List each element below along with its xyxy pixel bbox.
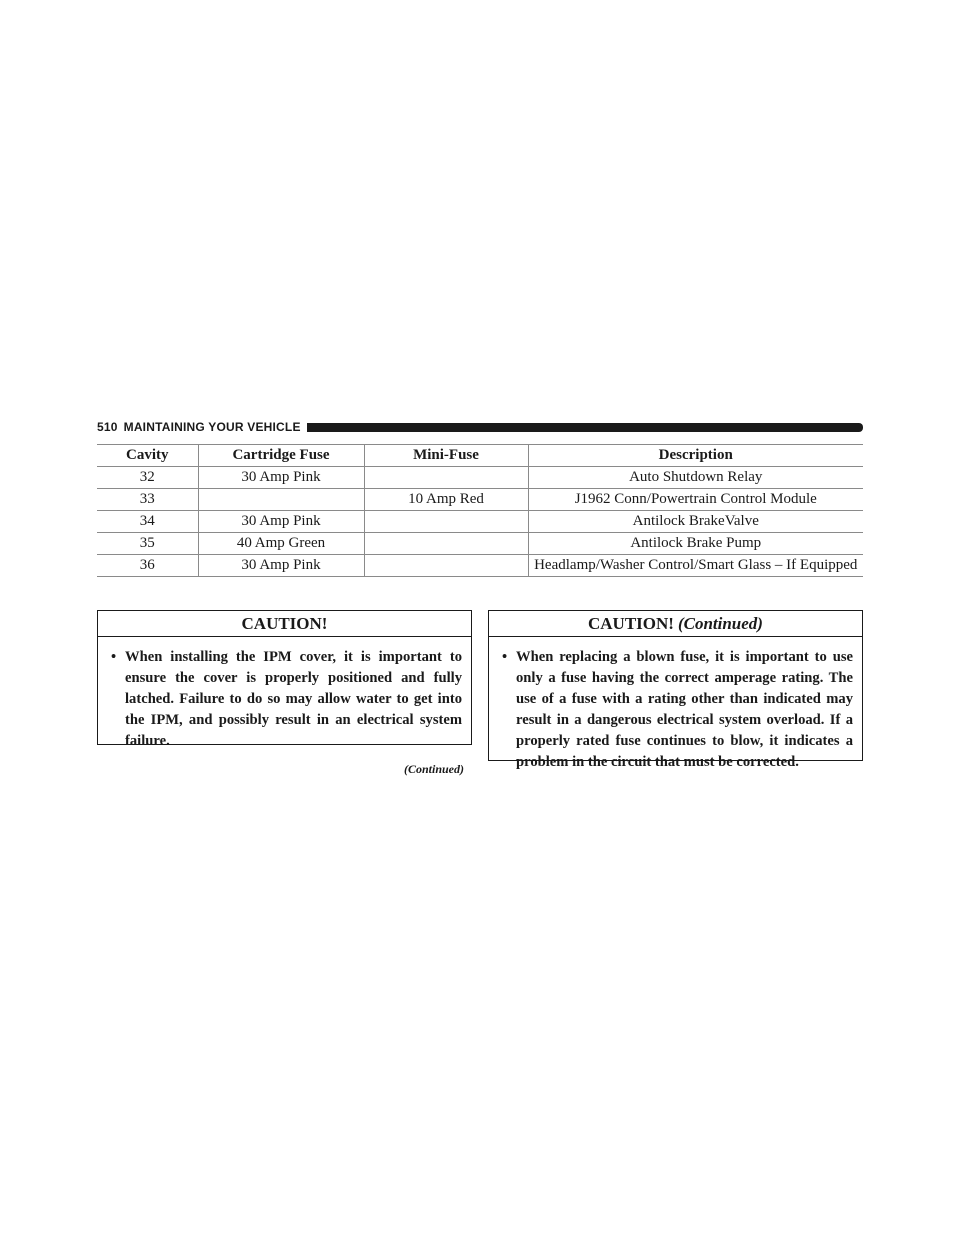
caution-title: CAUTION! (98, 611, 471, 637)
cell-cartridge-fuse: 30 Amp Pink (198, 555, 364, 577)
cell-description: Antilock BrakeValve (528, 511, 863, 533)
section-title: MAINTAINING YOUR VEHICLE (123, 420, 301, 434)
bullet-icon: • (111, 649, 117, 665)
table-header-row (97, 445, 863, 467)
table-row (97, 555, 863, 577)
cell-cavity: 35 (97, 533, 198, 555)
continued-label: (Continued) (403, 762, 464, 776)
cell-description: Headlamp/Washer Control/Smart Glass – If Equipped (528, 555, 863, 577)
cell-cavity: 36 (97, 555, 198, 577)
header-rule (307, 423, 863, 432)
caution-box-continued (488, 610, 863, 770)
table-row (97, 511, 863, 533)
page-number: 510 (97, 420, 118, 434)
cell-cartridge-fuse: 30 Amp Pink (198, 511, 364, 533)
caution-title-suffix: (Continued) (677, 614, 763, 633)
cell-mini-fuse: 10 Amp Red (364, 489, 528, 511)
cell-description: J1962 Conn/Powertrain Control Module (528, 489, 863, 511)
caution-text: When replacing a blown fuse, it is important to use only a fuse having the correct amperage rating. The use of a fuse with a rating other than indicated may result in a dangerous electrical system overload. If a properly rated fuse continues to blow, it indicates a problem in the circuit that must be corrected. (516, 649, 853, 770)
caution-box (97, 610, 472, 749)
cell-cartridge-fuse (198, 489, 364, 511)
column-header-description: Description (528, 445, 863, 467)
caution-title: CAUTION! (Continued) (489, 611, 862, 637)
table-row (97, 467, 863, 489)
cell-mini-fuse (364, 511, 528, 533)
table-row (97, 533, 863, 555)
cell-description: Antilock Brake Pump (528, 533, 863, 555)
caution-body (489, 637, 862, 779)
cell-cavity: 32 (97, 467, 198, 489)
column-header-cavity: Cavity (97, 445, 198, 467)
table-row (97, 489, 863, 511)
column-header-cartridge-fuse: Cartridge Fuse (198, 445, 364, 467)
cell-cartridge-fuse: 30 Amp Pink (198, 467, 364, 489)
cell-cartridge-fuse: 40 Amp Green (198, 533, 364, 555)
cell-cavity: 34 (97, 511, 198, 533)
fuse-table (97, 444, 863, 577)
cell-description: Auto Shutdown Relay (528, 467, 863, 489)
caution-body (98, 637, 471, 758)
cell-mini-fuse (364, 533, 528, 555)
page-header (97, 419, 863, 435)
caution-text: When installing the IPM cover, it is important to ensure the cover is properly positioned and fully latched. Failure to do so may allow water to get into the IPM, and possibly result in an electrical system failure. (125, 649, 462, 749)
bullet-icon: • (502, 649, 508, 665)
cell-mini-fuse (364, 555, 528, 577)
cell-mini-fuse (364, 467, 528, 489)
cell-cavity: 33 (97, 489, 198, 511)
column-header-mini-fuse: Mini-Fuse (364, 445, 528, 467)
